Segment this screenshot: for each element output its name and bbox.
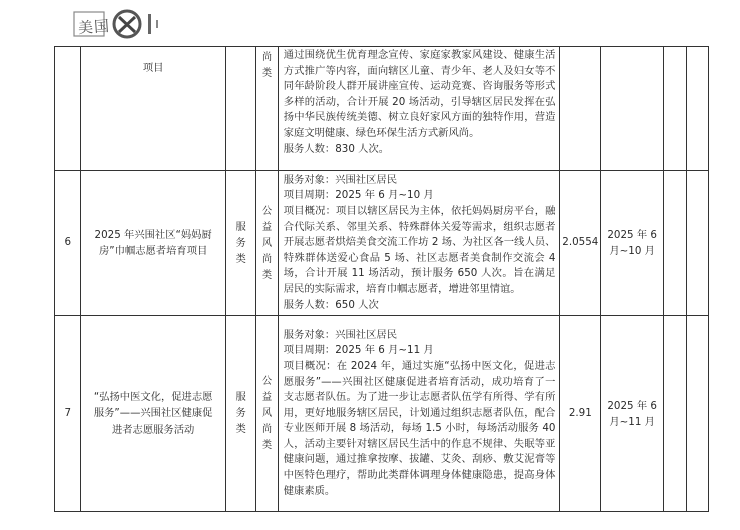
extra-cell: [686, 171, 708, 316]
amount-cell: [560, 47, 601, 171]
subcategory-text: 公益风尚类: [261, 204, 273, 281]
category-cell: [225, 171, 256, 316]
subcategory-text: 尚类: [261, 51, 273, 79]
description-cell: [278, 47, 560, 171]
period-cell: [601, 171, 664, 316]
table-row: [55, 316, 709, 512]
num-cell: [55, 47, 81, 171]
table-row: [55, 171, 709, 316]
period-value: 2025 年 6月~10 月: [607, 229, 657, 257]
subcategory-text: 公益风尚类: [261, 375, 273, 452]
header-logo: [72, 8, 192, 42]
amount-value: 2.91: [560, 316, 601, 512]
category-text: 服务类: [235, 220, 246, 265]
extra-cell: [664, 171, 686, 316]
project-table: [54, 46, 709, 512]
amount-value: 2.0554: [560, 171, 601, 316]
project-name: 2025 年兴围社区“妈妈厨房”巾帼志愿者培育项目: [94, 228, 212, 257]
extra-cell: [686, 316, 708, 512]
logo-text: 美国: [77, 16, 111, 38]
description-line: 项目周期：2025 年 6 月~11 月: [283, 344, 434, 357]
subcategory-cell: [256, 47, 278, 171]
row-number: 7: [55, 316, 81, 512]
description-line: 项目概况：项目以辖区居民为主体，依托妈妈厨房平台，融合代际关系、邻里关系、特殊群体关爱等需求，组织志愿者开展志愿者烘焙美食交流工作坊 2 场、为社区各一线人员、特殊群体送爱心食品 5 场、社区志愿者美食制作交流会 4 场，合计开展 11 场活动，预计服务 650 人次。旨在满足居民的实际需求，培育巾帼志愿者，增进邻里情谊。: [283, 205, 556, 295]
name-cell: [81, 316, 225, 512]
project-header-label: 项目: [142, 62, 164, 74]
name-cell: [81, 47, 225, 171]
extra-cell: [664, 47, 686, 171]
table-row: [55, 47, 709, 171]
subcategory-cell: [256, 316, 278, 512]
subcategory-cell: [256, 171, 278, 316]
name-cell: [81, 171, 225, 316]
description-line: 服务对象：兴围社区居民: [283, 328, 397, 341]
category-cell: [225, 316, 256, 512]
project-name: “弘扬中医文化，促进志愿服务”——兴围社区健康促进者志愿服务活动: [93, 390, 213, 436]
description-line: 通过围绕优生优育理念宣传、家庭家教家风建设、健康生活方式推广等内容，面向辖区儿童、青少年、老人及妇女等不同年龄阶段人群开展讲座宣传、运动竞赛、咨询服务等形式多样的活动，合计开展 20 场活动，引导辖区居民发挥在弘扬中华民族传统美德、树立良好家风方面的独特作用，营造家庭文明健康、绿色环保生活方式新风尚。: [283, 49, 556, 139]
period-value: 2025 年 6月~11 月: [607, 399, 657, 428]
category-text: 服务类: [235, 391, 246, 436]
description-line: 项目概况：在 2024 年，通过实施“弘扬中医文化，促进志愿服务”——兴围社区健康促进者培育活动，成功培育了一支志愿者队伍。为了进一步让志愿者队伍学有所得、学有所用，更好地服务辖区居民，计划通过组织志愿者队伍，配合专业医师开展 8 场活动，每场 1.5 小时，每场活动服务 40 人，活动主要针对辖区居民生活中的作息不规律、失眠等亚健康问题，通过推拿按摩、拔罐、艾灸、刮痧、敷艾泥膏等中医特色理疗，帮助此类群体调理身体健康隐患，提高身体健康素质。: [283, 359, 556, 497]
period-cell: [601, 316, 664, 512]
period-cell: [601, 47, 664, 171]
category-cell: [225, 47, 256, 171]
description-line: 服务人数：830 人次。: [283, 142, 390, 155]
extra-cell: [664, 316, 686, 512]
extra-cell: [686, 47, 708, 171]
row-number: 6: [55, 171, 81, 316]
description-line: 服务人数：650 人次: [283, 298, 379, 311]
description-cell: [278, 316, 560, 512]
description-line: 服务对象：兴围社区居民: [283, 173, 397, 186]
description-line: 项目周期：2025 年 6 月~10 月: [283, 189, 434, 202]
description-cell: [278, 171, 560, 316]
